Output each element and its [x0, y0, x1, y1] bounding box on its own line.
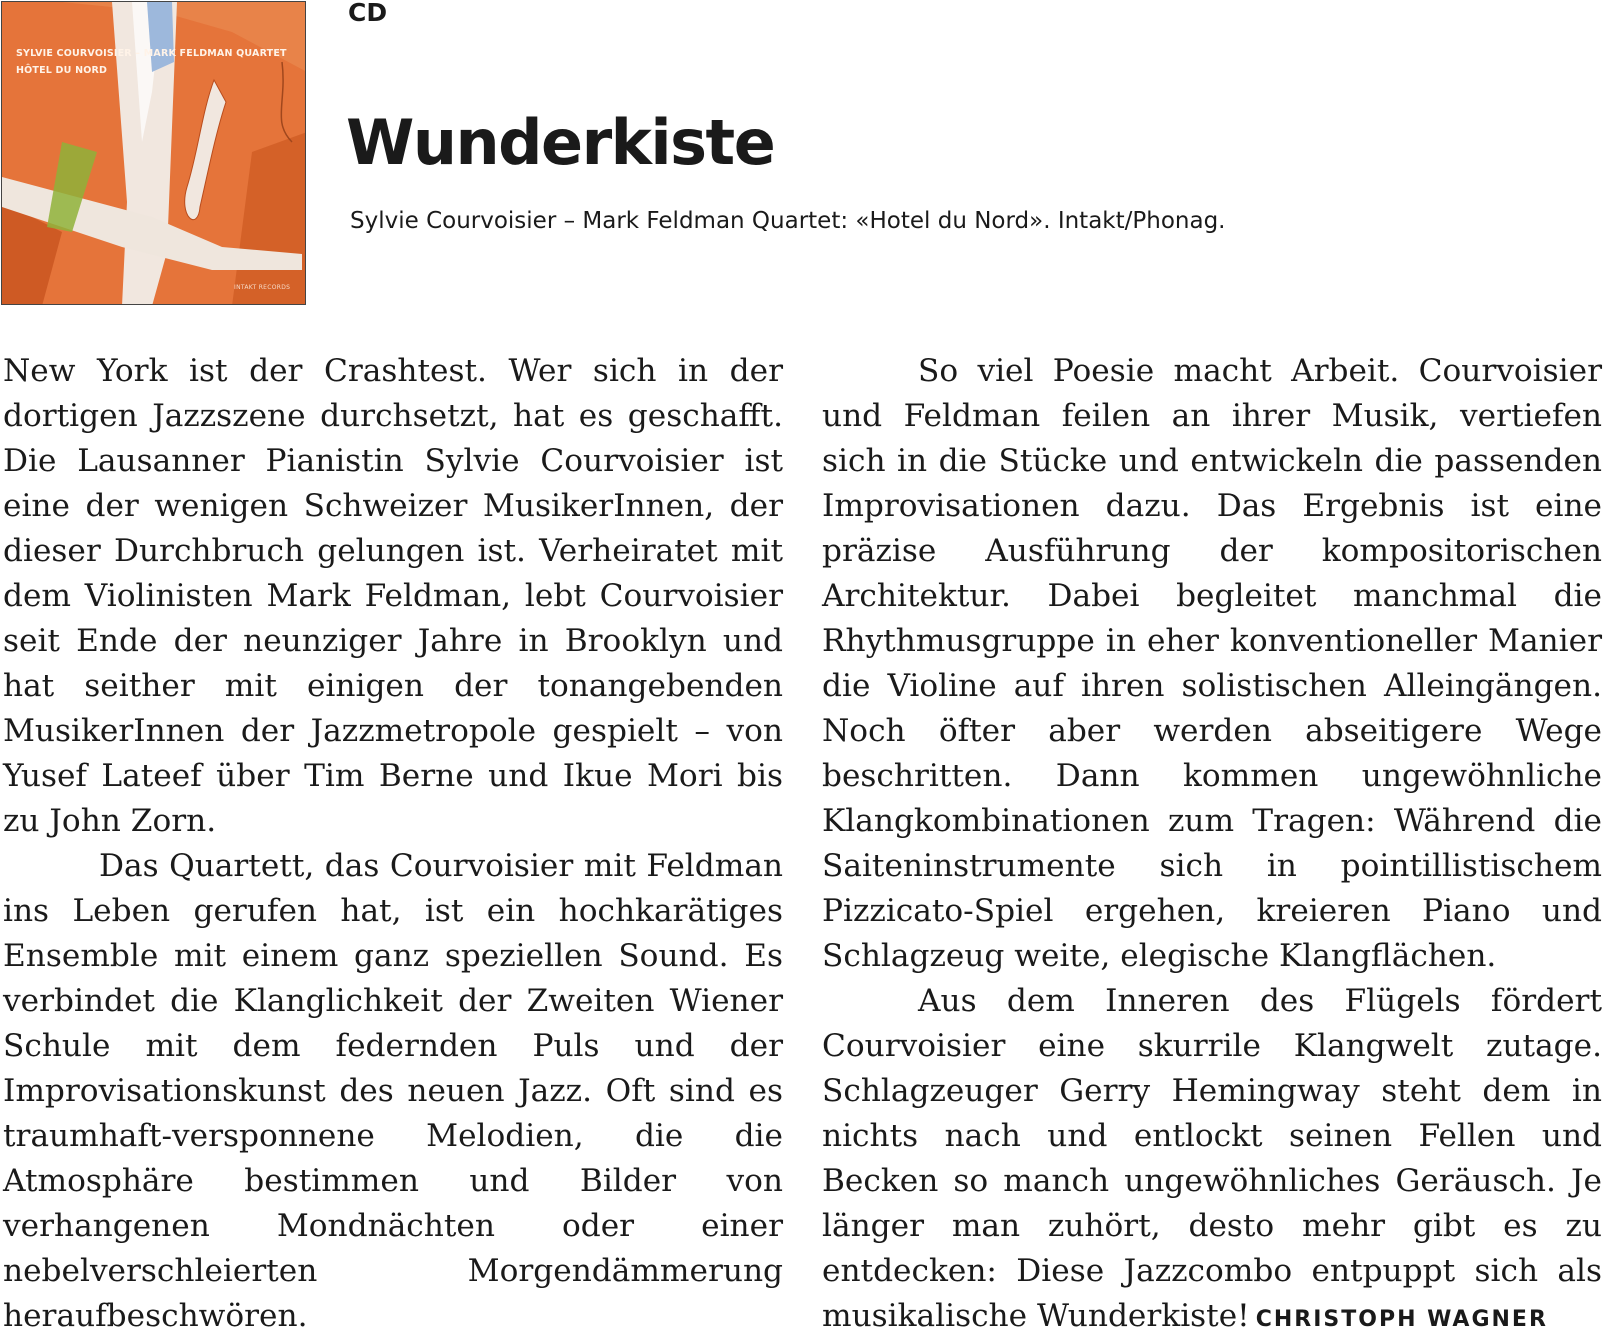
article-paragraph: Das Quartett, das Courvoisier mit Feldman ins Leben gerufen hat, ist ein hochkarätiges Ensemble mit einem ganz speziellen Sound. Es verbindet die Klanglichkeit der Zweiten Wiener Schule mit dem federnden Puls und der Improvisationskunst des neuen Jazz. Oft sind es traumhaft-versponnene Melodien, die die Atmosphäre bestimmen und Bilder von verhangenen Mondnächten oder einer nebelverschleierten Morgendämmerung heraufbeschwören.	[3, 848, 783, 1334]
album-cover	[1, 1, 306, 305]
article-subline: Sylvie Courvoisier – Mark Feldman Quartet: «Hotel du Nord». Intakt/Phonag.	[350, 208, 1226, 234]
author-byline: CHRISTOPH WAGNER	[1255, 1307, 1548, 1332]
article-paragraph: So viel Poesie macht Arbeit. Courvoisier und Feldman feilen an ihrer Musik, vertiefen sich in die Stücke und entwickeln die passenden Improvisationen dazu. Das Ergebnis ist eine präzise Ausführung der kompositorischen Architektur. Dabei begleitet manchmal die Rhythmusgruppe in eher konventioneller Manier die Violine auf ihren solistischen Alleingängen. Noch öfter aber werden abseitigere Wege beschritten. Dann kommen ungewöhnliche Klangkombinationen zum Tragen: Während die Saiteninstrumente sich in pointillistischem Pizzicato-Spiel ergehen, kreieren Piano und Schlagzeug weite, elegische Klangflächen.	[822, 353, 1602, 974]
article-column-left	[3, 349, 783, 1339]
article-paragraph-text: Aus dem Inneren des Flügels fördert Courvoisier eine skurrile Klangwelt zutage. Schlagzeuger Gerry Hemingway steht dem in nichts nach und entlockt seinen Fellen und Becken so manch ungewöhnliches Geräusch. Je länger man zuhört, desto mehr gibt es zu entdecken: Diese Jazzcombo entpuppt sich als musikalische Wunderkiste!	[822, 983, 1602, 1334]
article-paragraph: New York ist der Crashtest. Wer sich in der dortigen Jazzszene durchsetzt, hat es geschafft. Die Lausanner Pianistin Sylvie Courvoisier ist eine der wenigen Schweizer MusikerInnen, der dieser Durchbruch gelungen ist. Verheiratet mit dem Violinisten Mark Feldman, lebt Courvoisier seit Ende der neunziger Jahre in Brooklyn und hat seither mit einigen der tonangebenden MusikerInnen der Jazzmetropole gespielt – von Yusef Lateef über Tim Berne und Ikue Mori bis zu John Zorn.	[3, 353, 783, 839]
cover-record-label: INTAKT RECORDS	[234, 284, 291, 291]
cover-album-title: HÔTEL DU NORD	[16, 65, 108, 76]
article-headline: Wunderkiste	[346, 106, 775, 179]
article-column-right	[822, 349, 1602, 1342]
article-paragraph-last	[822, 979, 1602, 1342]
cover-artist-text: SYLVIE COURVOISIER – MARK FELDMAN QUARTET	[16, 48, 287, 59]
section-label: CD	[348, 0, 388, 27]
